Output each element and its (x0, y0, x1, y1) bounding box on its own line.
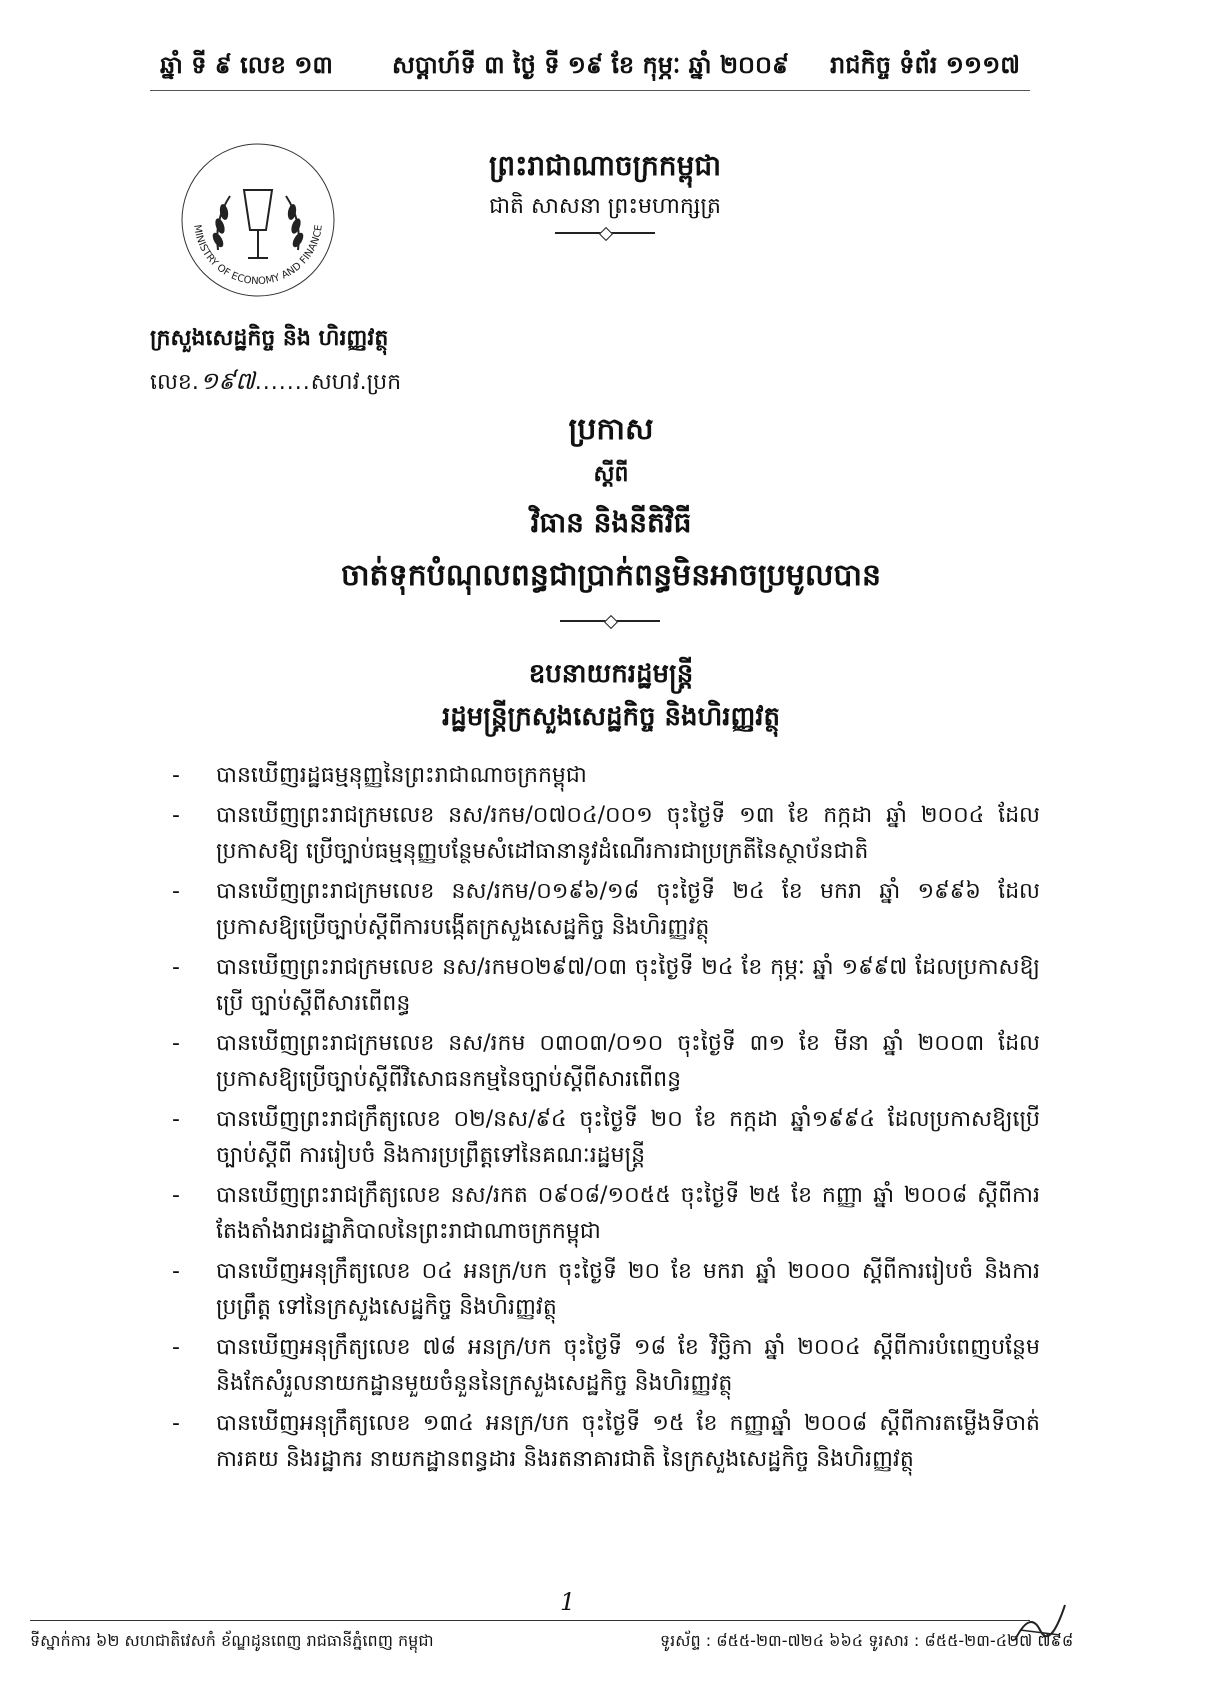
gazette-page: រាជកិច្ច ទំព័រ ១១១៧ (830, 51, 1020, 79)
national-motto: ជាតិ សាសនា ព្រះមហាក្សត្រ (489, 194, 721, 219)
list-item: - បានឃើញព្រះរាជក្រមលេខ នស/រកម/០១៩៦/១៨ ចុះថ្ងៃទី ២៤ ខែ មករា ឆ្នាំ ១៩៩៦ ដែលប្រកាសឱ្យប្រើច្បាប់ស្តីពីការបង្កើតក្រសួងសេដ្ឋកិច្ច និងហិរញ្ញវត្ថុ (172, 879, 1040, 940)
list-item: - បានឃើញព្រះរាជក្រមលេខ នស/រកម០២៩៧/០៣ ចុះថ្ងៃទី ២៤ ខែ កុម្ភៈ ឆ្នាំ ១៩៩៧ ដែលប្រកាសឱ្យប្រើ ច្បាប់ស្តីពីសារពើពន្ធ (172, 955, 1040, 1016)
ministry-seal-icon (178, 140, 338, 300)
list-item: - បានឃើញអនុក្រឹត្យលេខ ៧៨ អនក្រ/បក ចុះថ្ងៃទី ១៨ ខែ វិច្ឆិកា ឆ្នាំ ២០០៤ ស្តីពីការបំពេញបន្ថែម និងកែសំរួលនាយកដ្ឋានមួយចំនួននៃក្រសួងសេដ្ឋកិច្ច និងហិរញ្ញវត្ថុ (172, 1335, 1040, 1396)
list-item: - បានឃើញព្រះរាជក្រឹត្យលេខ ០២/នស/៩៤ ចុះថ្ងៃទី ២០ ខែ កក្កដា ឆ្នាំ១៩៩៤ ដែលប្រកាសឱ្យប្រើច្បាប់ស្តីពី ការរៀបចំ និងការប្រព្រឹត្តទៅនៃគណៈរដ្ឋមន្ត្រី (172, 1107, 1040, 1168)
list-item-text: បានឃើញព្រះរាជក្រមលេខ នស/រកម ០៣០៣/០១០ ចុះថ្ងៃទី ៣១ ខែ មីនា ឆ្នាំ ២០០៣ ដែលប្រកាសឱ្យប្រើច្បាប់ស្តីពីវិសោធនកម្មនៃច្បាប់ស្តីពីសារពើពន្ធ (216, 1031, 1040, 1092)
ref-dots: ....... (254, 370, 311, 395)
list-item: - បានឃើញរដ្ឋធម្មនុញ្ញនៃព្រះរាជាណាចក្រកម្ពុជា (172, 763, 587, 788)
document-type: ប្រកាស (568, 412, 654, 447)
list-item: - បានឃើញព្រះរាជក្រមលេខ នស/រកម/០៧០៤/០០១ ចុះថ្ងៃទី ១៣ ខែ កក្កដា ឆ្នាំ ២០០៤ ដែលប្រកាសឱ្យ ប្រើច្បាប់ធម្មនុញ្ញបន្ថែមសំដៅធានានូវដំណើរការជាប្រក្រតីនៃស្ថាប័នជាតិ (172, 803, 1040, 864)
footer-divider (30, 1620, 1030, 1621)
list-item: - បានឃើញអនុក្រឹត្យលេខ ១៣៤ អនក្រ/បក ចុះថ្ងៃទី ១៥ ខែ កញ្ញាឆ្នាំ ២០០៨ ស្តីពីការតម្លើងទីចាត់ការគយ និងរដ្ឋាករ នាយកដ្ឋានពន្ធដារ និងរតនាគារជាតិ នៃក្រសួងសេដ្ឋកិច្ច និងហិរញ្ញវត្ថុ (172, 1411, 1040, 1472)
footer-address: ទីស្នាក់ការ ៦២ សហជាតិវេសកំ ខ័ណ្ឌដូនពេញ រាជធានីភ្នំពេញ កម្ពុជា (30, 1631, 434, 1650)
list-item-text: បានឃើញព្រះរាជក្រមលេខ នស/រកម/០៧០៤/០០១ ចុះថ្ងៃទី ១៣ ខែ កក្កដា ឆ្នាំ ២០០៤ ដែលប្រកាសឱ្យ ប្រើច្បាប់ធម្មនុញ្ញបន្ថែមសំដៅធានានូវដំណើរការជាប្រក្រតីនៃស្ថាប័នជាតិ (216, 803, 1040, 864)
document-subject-line2: ចាត់ទុកបំណុលពន្ធជាប្រាក់ពន្ធមិនអាចប្រមូលបាន (340, 558, 882, 593)
considerations-list (160, 758, 1040, 1482)
ref-number: ១៩៧ (199, 367, 255, 395)
list-item: - បានឃើញអនុក្រឹត្យលេខ ០៤ អនក្រ/បក ចុះថ្ងៃទី ២០ ខែ មករា ឆ្នាំ ២០០០ ស្តីពីការរៀបចំ និងការប្រព្រឹត្ត ទៅនៃក្រសួងសេដ្ឋកិច្ច និងហិរញ្ញវត្ថុ (172, 1259, 1040, 1320)
signatory-title-1: ឧបនាយករដ្ឋមន្ត្រី (528, 659, 694, 689)
ornament-divider (555, 232, 655, 234)
list-item-text: បានឃើញព្រះរាជក្រមលេខ នស/រកម០២៩៧/០៣ ចុះថ្ងៃទី ២៤ ខែ កុម្ភៈ ឆ្នាំ ១៩៩៧ ដែលប្រកាសឱ្យប្រើ ច្បាប់ស្តីពីសារពើពន្ធ (216, 955, 1040, 1016)
document-about: ស្តីពី (593, 462, 629, 487)
gazette-issue: ឆ្នាំ ទី ៩ លេខ ១៣ (160, 51, 333, 79)
ref-dots: . (191, 370, 200, 395)
list-item-text: បានឃើញអនុក្រឹត្យលេខ ៧៨ អនក្រ/បក ចុះថ្ងៃទី ១៨ ខែ វិច្ឆិកា ឆ្នាំ ២០០៤ ស្តីពីការបំពេញបន្ថែម និងកែសំរួលនាយកដ្ឋានមួយចំនួននៃក្រសួងសេដ្ឋកិច្ច និងហិរញ្ញវត្ថុ (216, 1335, 1040, 1396)
kingdom-name: ព្រះរាជាណាចក្រកម្ពុជា (488, 149, 721, 182)
page-number: 1 (560, 1588, 576, 1616)
initial-mark-icon (1010, 1600, 1070, 1650)
list-item-text: បានឃើញអនុក្រឹត្យលេខ ១៣៤ អនក្រ/បក ចុះថ្ងៃទី ១៥ ខែ កញ្ញាឆ្នាំ ២០០៨ ស្តីពីការតម្លើងទីចាត់ការគយ និងរដ្ឋាករ នាយកដ្ឋានពន្ធដារ និងរតនាគារជាតិ នៃក្រសួងសេដ្ឋកិច្ច និងហិរញ្ញវត្ថុ (216, 1411, 1040, 1472)
list-item-text: បានឃើញព្រះរាជក្រមលេខ នស/រកម/០១៩៦/១៨ ចុះថ្ងៃទី ២៤ ខែ មករា ឆ្នាំ ១៩៩៦ ដែលប្រកាសឱ្យប្រើច្បាប់ស្តីពីការបង្កើតក្រសួងសេដ្ឋកិច្ច និងហិរញ្ញវត្ថុ (216, 879, 1040, 940)
ref-suffix: សហវ.ប្រក (310, 370, 402, 395)
ministry-name: ក្រសួងសេដ្ឋកិច្ច និង ហិរញ្ញវត្ថុ (150, 326, 389, 351)
footer-contact: ទូរស័ព្ទ : ៨៥៥-២៣-៧២៤ ៦៦៤ ទូរសារ : ៨៥៥-២៣-៤២៧ ៧៩៨ (660, 1631, 1074, 1650)
ref-prefix: លេខ (150, 370, 192, 395)
list-item: - បានឃើញព្រះរាជក្រមលេខ នស/រកម ០៣០៣/០១០ ចុះថ្ងៃទី ៣១ ខែ មីនា ឆ្នាំ ២០០៣ ដែលប្រកាសឱ្យប្រើច្បាប់ស្តីពីវិសោធនកម្មនៃច្បាប់ស្តីពីសារពើពន្ធ (172, 1031, 1040, 1092)
list-item: - បានឃើញព្រះរាជក្រឹត្យលេខ នស/រកត ០៩០៨/១០៥៥ ចុះថ្ងៃទី ២៥ ខែ កញ្ញា ឆ្នាំ ២០០៨ ស្តីពីការតែងតាំងរាជរដ្ឋាភិបាលនៃព្រះរាជាណាចក្រកម្ពុជា (172, 1183, 1040, 1244)
list-item-text: បានឃើញព្រះរាជក្រឹត្យលេខ ០២/នស/៩៤ ចុះថ្ងៃទី ២០ ខែ កក្កដា ឆ្នាំ១៩៩៤ ដែលប្រកាសឱ្យប្រើច្បាប់ស្តីពី ការរៀបចំ និងការប្រព្រឹត្តទៅនៃគណៈរដ្ឋមន្ត្រី (216, 1107, 1040, 1168)
seal-text: MINISTRY OF ECONOMY AND FINANCE (191, 223, 325, 288)
reference-number (150, 366, 401, 401)
list-item-text: បានឃើញព្រះរាជក្រឹត្យលេខ នស/រកត ០៩០៨/១០៥៥ ចុះថ្ងៃទី ២៥ ខែ កញ្ញា ឆ្នាំ ២០០៨ ស្តីពីការតែងតាំងរាជរដ្ឋាភិបាលនៃព្រះរាជាណាចក្រកម្ពុជា (216, 1183, 1040, 1244)
document-subject-line1: វិធាន និងនីតិវិធី (530, 506, 692, 539)
list-item-text: បានឃើញអនុក្រឹត្យលេខ ០៤ អនក្រ/បក ចុះថ្ងៃទី ២០ ខែ មករា ឆ្នាំ ២០០០ ស្តីពីការរៀបចំ និងការប្រព្រឹត្ត ទៅនៃក្រសួងសេដ្ឋកិច្ច និងហិរញ្ញវត្ថុ (216, 1259, 1040, 1320)
ornament-divider (560, 620, 660, 622)
header-divider (150, 90, 1030, 91)
signatory-title-2: រដ្ឋមន្ត្រីក្រសួងសេដ្ឋកិច្ច និងហិរញ្ញវត្ថុ (441, 702, 781, 732)
list-item-text: បានឃើញរដ្ឋធម្មនុញ្ញនៃព្រះរាជាណាចក្រកម្ពុជា (216, 763, 587, 788)
gazette-date: សប្តាហ៍ទី ៣ ថ្ងៃ ទី ១៩ ខែ កុម្ភៈ ឆ្នាំ ២០០៩ (392, 51, 790, 79)
